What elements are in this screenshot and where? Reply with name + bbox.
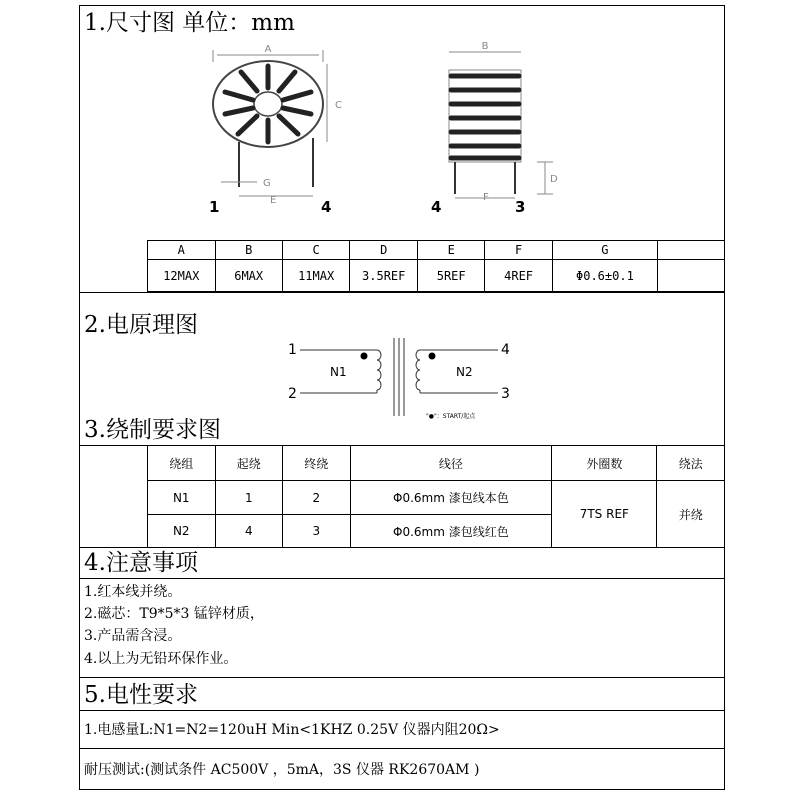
divider [79, 578, 725, 579]
winding-end: 3 [283, 515, 351, 548]
winding-header-start: 起绕 [215, 446, 283, 481]
winding-end: 2 [283, 481, 351, 515]
dimension-table [147, 240, 725, 292]
dim-label-e: E [270, 195, 277, 206]
schematic-n1: N1 [330, 365, 347, 379]
winding-wire: Φ0.6mm 漆包线本色 [350, 481, 552, 515]
winding-wire: Φ0.6mm 漆包线红色 [350, 515, 552, 548]
dim-value: 6MAX [215, 260, 282, 292]
section-title-dimension: 1.尺寸图 单位：mm [84, 10, 295, 36]
winding-header-wire: 线径 [350, 446, 552, 481]
table-row [148, 481, 725, 515]
spec-inductance: 1.电感量L:N1=N2=120uH Min<1KHZ 0.25V 仪器内阻20Ω> [84, 722, 500, 738]
dim-label-f: F [483, 192, 489, 203]
section-title-electrical: 5.电性要求 [84, 682, 198, 708]
dim-header: G [552, 241, 657, 260]
note-3: 3.产品需含浸。 [84, 628, 182, 644]
divider [79, 677, 725, 678]
winding-method: 并绕 [657, 481, 725, 548]
dim-value-empty [658, 260, 725, 292]
dim-label-b: B [481, 42, 489, 52]
section-title-schematic: 2.电原理图 [84, 312, 198, 338]
note-4: 4.以上为无铅环保作业。 [84, 651, 238, 667]
dim-value: 5REF [418, 260, 485, 292]
winding-group: N2 [148, 515, 216, 548]
dim-label-c: C [335, 100, 342, 111]
winding-group: N1 [148, 481, 216, 515]
note-2: 2.磁芯：T9*5*3 锰锌材质， [84, 606, 264, 622]
winding-table [147, 445, 725, 548]
divider [79, 292, 725, 293]
dim-value: 3.5REF [350, 260, 418, 292]
toroid-side-view [431, 42, 558, 216]
dim-label-g: G [263, 178, 271, 189]
dim-header: D [350, 241, 418, 260]
winding-header-turns: 外圈数 [552, 446, 657, 481]
dim-header: C [282, 241, 350, 260]
schematic-pin-1: 1 [288, 342, 297, 358]
winding-header-group: 绕组 [148, 446, 216, 481]
dim-value: 11MAX [282, 260, 350, 292]
winding-header-method: 绕法 [657, 446, 725, 481]
section-title-winding: 3.绕制要求图 [84, 417, 221, 443]
note-1: 1.红本线并绕。 [84, 584, 182, 600]
schematic-pin-2: 2 [288, 386, 297, 402]
side-pin-3: 3 [515, 198, 526, 216]
dim-header: E [418, 241, 485, 260]
divider [79, 710, 725, 711]
section-title-notes: 4.注意事项 [84, 550, 198, 576]
schematic-pin-4: 4 [501, 342, 510, 358]
winding-start: 4 [215, 515, 283, 548]
dimension-drawing [195, 42, 575, 220]
spec-hipot: 耐压测试:(测试条件 AC500V ，5mA，3S 仪器 RK2670AM ) [84, 762, 480, 778]
divider [79, 547, 725, 548]
schematic-n2: N2 [456, 365, 473, 379]
schematic-diagram [280, 334, 530, 420]
dim-value: Φ0.6±0.1 [552, 260, 657, 292]
dim-value: 12MAX [148, 260, 216, 292]
dim-header: F [485, 241, 552, 260]
front-pin-1: 1 [209, 198, 220, 216]
side-pin-4: 4 [431, 198, 442, 216]
schematic-start-legend: "●"：START/起点 [426, 413, 476, 420]
winding-turns: 7TS REF [552, 481, 657, 548]
front-pin-4: 4 [321, 198, 332, 216]
dim-header: B [215, 241, 282, 260]
dim-header-empty [658, 241, 725, 260]
schematic-pin-3: 3 [501, 386, 510, 402]
toroid-front-view [209, 44, 342, 216]
divider [79, 748, 725, 749]
dim-value: 4REF [485, 260, 552, 292]
winding-start: 1 [215, 481, 283, 515]
winding-header-end: 终绕 [283, 446, 351, 481]
dim-header: A [148, 241, 216, 260]
dim-label-a: A [264, 44, 272, 55]
dim-label-d: D [550, 174, 558, 185]
